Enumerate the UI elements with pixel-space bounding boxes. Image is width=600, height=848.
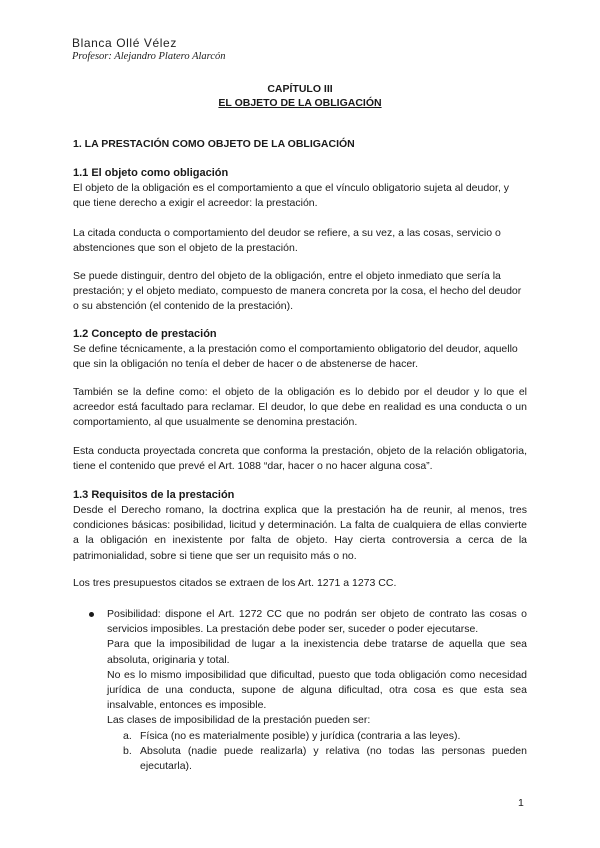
author-name: Blanca Ollé Vélez <box>72 36 177 50</box>
paragraph: Se define técnicamente, a la prestación como el comportamiento obligatorio del deudor, aquello que sin la obligación no tenía el deber de hacer o de abstenerse de hacer. <box>73 343 518 371</box>
list-marker: a. <box>123 729 132 742</box>
bullet-text: Para que la imposibilidad de lugar a la inexistencia debe tratarse de aquella que sea absoluta, originaria y total. <box>107 638 527 666</box>
subsection-heading-1-3: 1.3 Requisitos de la prestación <box>73 489 235 501</box>
subsection-heading-1-2: 1.2 Concepto de prestación <box>73 328 217 340</box>
section-heading: 1. LA PRESTACIÓN COMO OBJETO DE LA OBLIGACIÓN <box>73 138 355 150</box>
page-number: 1 <box>518 797 524 809</box>
paragraph: La citada conducta o comportamiento del deudor se refiere, a su vez, a las cosas, servicio o abstenciones que son el objeto de la prestación. <box>73 227 501 255</box>
subsection-heading-1-1: 1.1 El objeto como obligación <box>73 167 229 179</box>
list-marker: b. <box>123 744 132 757</box>
paragraph: Desde el Derecho romano, la doctrina explica que la prestación ha de reunir, al menos, tres condiciones básicas: posibilidad, licitud y determinación. La falta de cualquiera de ellas convierte a la obligación en inexistente por falta de objeto. Hay cierta controversia a cerca de la patrimonialidad, sobre si tiene que ser un requisito más o no. <box>73 504 527 562</box>
list-item-text: Absoluta (nadie puede realizarla) y relativa (no todas las personas pueden ejecutarla). <box>140 744 527 773</box>
paragraph: Los tres presupuestos citados se extraen de los Art. 1271 a 1273 CC. <box>73 577 397 589</box>
list-item <box>107 744 527 774</box>
paragraph: También se la define como: el objeto de la obligación es lo debido por el deudor y lo que el acreedor está facultado para reclamar. El deudor, lo que debe en realidad es una conducta o un comportamiento, al que usualmente se denomina prestación. <box>73 386 527 429</box>
paragraph: El objeto de la obligación es el comportamiento a que el vínculo obligatorio sujeta al deudor, y que tiene derecho a exigir el acreedor: la prestación. <box>73 182 510 210</box>
bullet-text: No es lo mismo imposibilidad que dificultad, puesto que toda obligación como necesidad jurídica de una conducta, supone de alguna dificultad, otra cosa es que esta sea insalvable, entonces es imposible. <box>107 668 527 712</box>
bullet-text: Las clases de imposibilidad de la prestación pueden ser: <box>107 714 371 727</box>
list-item-text: Física (no es materialmente posible) y jurídica (contraria a las leyes). <box>140 729 461 742</box>
bullet-text: Posibilidad: dispone el Art. 1272 CC que no podrán ser objeto de contrato las cosas o servicios imposibles. La prestación debe poder ser, suceder o poder ejecutarse. <box>107 608 527 636</box>
impossibility-types-list <box>107 729 527 775</box>
chapter-title: EL OBJETO DE LA OBLIGACIÓN <box>218 97 382 109</box>
list-item <box>90 607 527 774</box>
bullet-icon <box>89 612 94 617</box>
paragraph: Se puede distinguir, dentro del objeto de la obligación, entre el objeto inmediato que sería la prestación; y el objeto mediato, compuesto de manera concreta por la cosa, el hecho del deudor o su abstención (el contenido de la prestación). <box>73 270 522 313</box>
professor-line: Profesor: Alejandro Platero Alarcón <box>72 51 226 62</box>
paragraph: Esta conducta proyectada concreta que conforma la prestación, objeto de la relación obligatoria, tiene el contenido que prevé el Art. 1088 “dar, hacer o no hacer alguna cosa”. <box>73 445 527 473</box>
chapter-number: CAPÍTULO III <box>267 83 333 95</box>
requirements-list <box>90 607 527 774</box>
list-item <box>107 729 527 744</box>
